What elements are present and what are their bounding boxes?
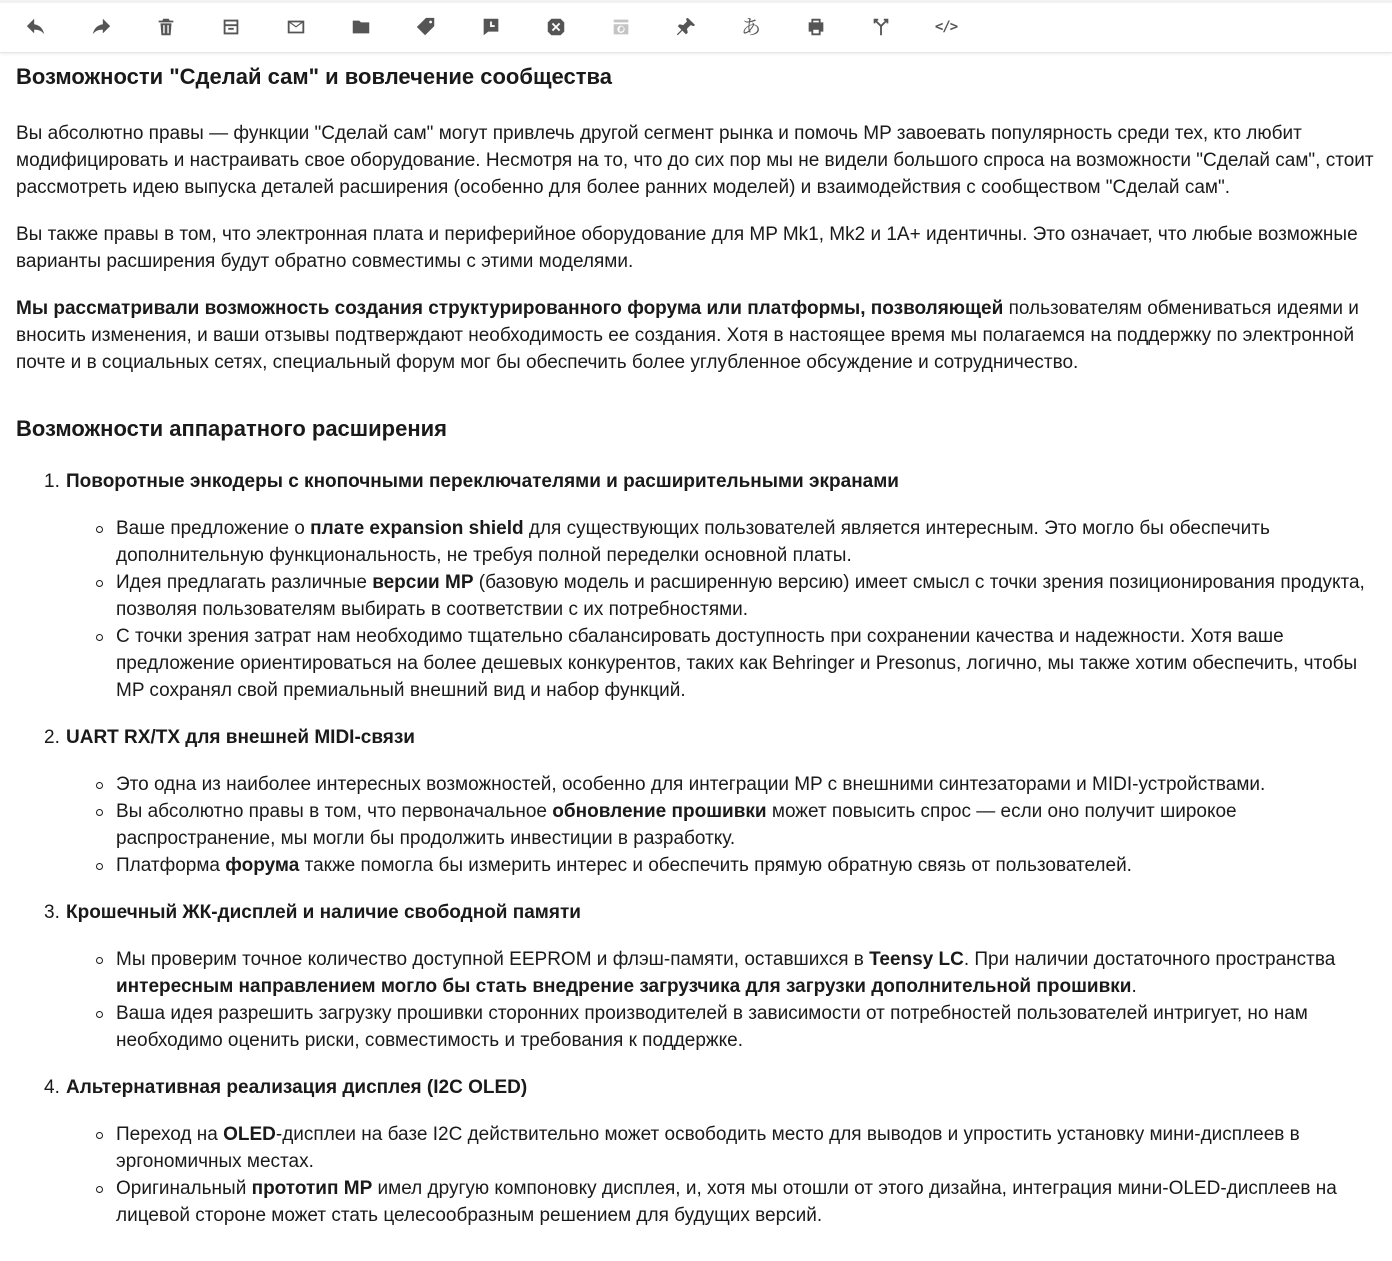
list-item: Переход на OLED-дисплеи на базе I2C действительно может освободить место для выводов и упростить установку мини-дисплеев в эргономичных местах. <box>116 1121 1382 1175</box>
translate-glyph: あ <box>741 15 761 39</box>
mark-unread-icon[interactable] <box>280 11 312 43</box>
section-4-list <box>66 1121 1382 1229</box>
label-icon[interactable] <box>410 11 442 43</box>
list-item: С точки зрения затрат нам необходимо тщательно сбалансировать доступность при сохранении качества и надежности. Хотя ваше предложение ориентироваться на более дешевых конкурентов, таких как Behringer и Presonus, логично, мы также хотим обеспечить, чтобы MP сохранял свой премиальный внешний вид и набор функций. <box>116 623 1382 704</box>
remind-icon[interactable] <box>475 11 507 43</box>
archive-icon[interactable] <box>215 11 247 43</box>
list-item: Платформа форума также помогла бы измерить интерес и обеспечить прямую обратную связь от пользователей. <box>116 852 1382 879</box>
unsubscribe-icon <box>605 11 637 43</box>
section-title: Альтернативная реализация дисплея (I2C OLED) <box>66 1077 528 1098</box>
pin-icon[interactable] <box>670 11 702 43</box>
section-number: 1. <box>44 471 60 492</box>
spam-icon[interactable] <box>540 11 572 43</box>
section-2 <box>16 724 1382 879</box>
list-item: Вы абсолютно правы в том, что первоначальное обновление прошивки может повысить спрос — если оно получит широкое распространение, мы могли бы продолжить инвестиции в разработку. <box>116 798 1382 852</box>
section-number: 3. <box>44 902 60 923</box>
list-item: Это одна из наиболее интересных возможностей, особенно для интеграции MP с внешними синтезаторами и MIDI-устройствами. <box>116 771 1382 798</box>
section-number: 4. <box>44 1077 60 1098</box>
move-to-folder-icon[interactable] <box>345 11 377 43</box>
section-2-list <box>66 771 1382 879</box>
section-1-list <box>66 515 1382 704</box>
section-1-title <box>44 468 1382 495</box>
forum-bold: Мы рассматривали возможность создания структурированного форума или платформы, позволяющей <box>16 298 1004 319</box>
reply-icon[interactable] <box>20 11 52 43</box>
hardware-sections <box>16 468 1382 1229</box>
section-3-title <box>44 899 1382 926</box>
section-4-title <box>44 1074 1382 1101</box>
section-2-title <box>44 724 1382 751</box>
code-glyph: </> <box>934 19 958 35</box>
message-body <box>16 58 1382 1229</box>
section-3-list <box>66 946 1382 1054</box>
forum-rest: пользователям обмениваться идеями и вносить изменения, и ваши отзывы подтверждают необходимость ее создания. Хотя в настоящее время мы полагаемся на поддержку по электронной почте и в социальных сетях, специальный форум мог бы обеспечить более углубленное обсуждение и сотрудничество. <box>16 298 1359 373</box>
print-icon[interactable] <box>800 11 832 43</box>
section-4 <box>16 1074 1382 1229</box>
source-code-icon[interactable] <box>930 11 962 43</box>
heading-diy: Возможности "Сделай сам" и вовлечение сообщества <box>16 64 612 89</box>
section-title: Поворотные энкодеры с кнопочными переключателями и расширительными экранами <box>66 471 899 492</box>
section-3 <box>16 899 1382 1054</box>
section-number: 2. <box>44 727 60 748</box>
list-item: Ваша идея разрешить загрузку прошивки сторонних производителей в зависимости от потребностей пользователей интригует, но нам необходимо оценить риски, совместимость и требования к поддержке. <box>116 1000 1382 1054</box>
list-item: Мы проверим точное количество доступной EEPROM и флэш-памяти, оставшихся в Teensy LC. При наличии достаточного пространства интересным направлением могло бы стать внедрение загрузчика для загрузки дополнительной прошивки. <box>116 946 1382 1000</box>
list-item: Идея предлагать различные версии MP (базовую модель и расширенную версию) имеет смысл с точки зрения позиционирования продукта, позволяя пользователям выбирать в соответствии с их потребностями. <box>116 569 1382 623</box>
list-item: Ваше предложение о плате expansion shield для существующих пользователей является интересным. Это могло бы обеспечить дополнительную функциональность, не требуя полной переделки основной платы. <box>116 515 1382 569</box>
delete-icon[interactable] <box>150 11 182 43</box>
section-title: Крошечный ЖК-дисплей и наличие свободной памяти <box>66 902 581 923</box>
section-1 <box>16 468 1382 704</box>
split-icon[interactable] <box>865 11 897 43</box>
section-title: UART RX/TX для внешней MIDI-связи <box>66 727 415 748</box>
paragraph-diy-intro: Вы абсолютно правы — функции "Сделай сам" могут привлечь другой сегмент рынка и помочь MP завоевать популярность среди тех, кто любит модифицировать и настраивать свое оборудование. Несмотря на то, что до сих пор мы не видели большого спроса на возможности "Сделай сам", стоит рассмотреть идею выпуска деталей расширения (особенно для более ранних моделей) и взаимодействия с сообществом "Сделай сам". <box>16 123 1374 198</box>
paragraph-compatibility: Вы также правы в том, что электронная плата и периферийное оборудование для MP Mk1, Mk2 и 1A+ идентичны. Это означает, что любые возможные варианты расширения будут обратно совместимы с этими моделями. <box>16 224 1358 272</box>
translate-icon[interactable] <box>735 11 767 43</box>
heading-hardware: Возможности аппаратного расширения <box>16 416 447 441</box>
paragraph-forum <box>16 295 1382 376</box>
toolbar-top-border <box>0 0 1392 3</box>
forward-icon[interactable] <box>85 11 117 43</box>
list-item: Оригинальный прототип MP имел другую компоновку дисплея, и, хотя мы отошли от этого дизайна, интеграция мини-OLED-дисплеев на лицевой стороне может стать целесообразным решением для будущих версий. <box>116 1175 1382 1229</box>
message-toolbar <box>0 0 1392 53</box>
